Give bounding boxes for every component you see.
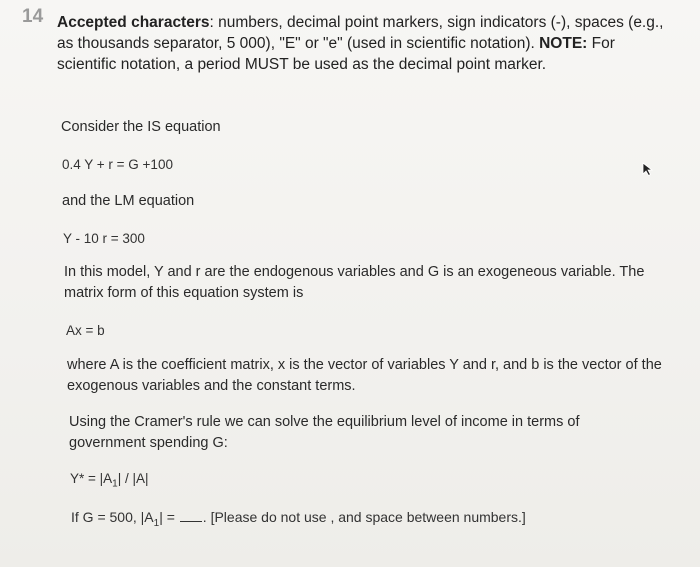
matrix-form: Ax = b — [66, 323, 105, 338]
model-paragraph: In this model, Y and r are the endogenous variables and G is an exogeneous variable. The matrix form of this equation system is — [64, 264, 645, 301]
ystar-subscript: 1 — [112, 478, 118, 490]
ystar-prefix: Y* = |A — [70, 471, 113, 486]
if-suffix: . [Please do not use , and space between numbers.] — [202, 509, 526, 525]
if-subscript: 1 — [153, 517, 160, 529]
lm-equation: Y - 10 r = 300 — [63, 231, 145, 246]
consider-is-text: Consider the IS equation — [61, 119, 221, 135]
instructions-text-2: For scientific notation, a period MUST be used as the decimal point marker. — [57, 35, 615, 73]
instructions-bold-accepted: Accepted characters — [57, 14, 210, 31]
if-prefix: If G = 500, |A — [71, 509, 154, 525]
question-number: 14 — [22, 6, 44, 27]
is-equation: 0.4 Y + r = G +100 — [62, 157, 173, 172]
if-mid: | = — [159, 509, 175, 525]
instructions-bold-note: NOTE: — [539, 35, 588, 52]
instructions — [57, 12, 677, 75]
if-g-question — [71, 509, 526, 529]
answer-field[interactable] — [180, 509, 202, 522]
and-lm-text: and the LM equation — [62, 193, 195, 209]
ystar-suffix: | / |A| — [117, 471, 149, 486]
where-paragraph: where A is the coefficient matrix, x is the vector of variables Y and r, and b is the vector of the exogenous variables and the constant terms. — [67, 357, 662, 394]
ystar-formula — [70, 471, 149, 490]
instructions-text-1: : numbers, decimal point markers, sign indicators (-), spaces (e.g., as thousands separator, 5 000), "E" or "e" (used in scientific notation). — [57, 14, 664, 52]
cramer-paragraph: Using the Cramer's rule we can solve the equilibrium level of income in terms of government spending G: — [69, 414, 580, 451]
mouse-cursor-icon — [642, 162, 654, 176]
